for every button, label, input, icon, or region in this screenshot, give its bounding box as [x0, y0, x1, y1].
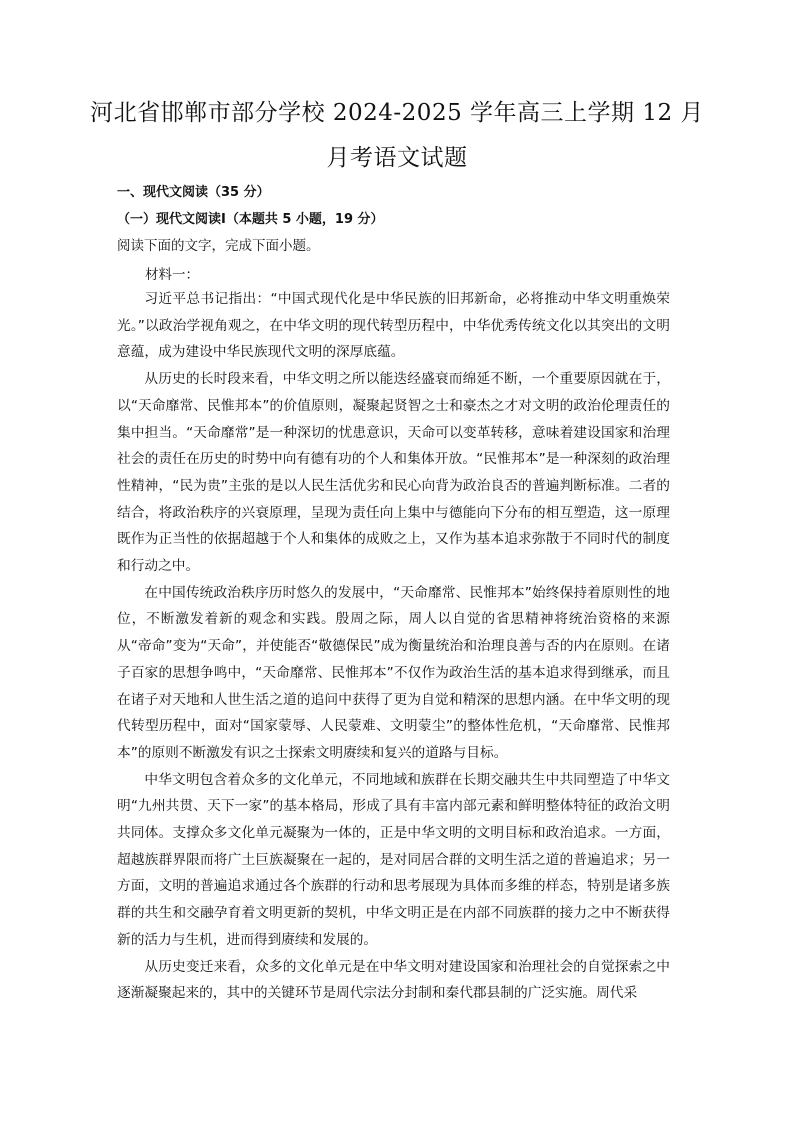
paragraph: 从历史变迁来看，众多的文化单元是在中华文明对建设国家和治理社会的自觉探索之中逐渐凝聚起来的，其中的关键环节是周代宗法分封制和秦代郡县制的广泛实施。周代采	[117, 958, 670, 1002]
subsection-heading: （一）现代文阅读Ⅰ（本题共 5 小题，19 分）	[117, 212, 384, 227]
paragraph: 中华文明包含着众多的文化单元，不同地域和族群在长期交融共生中共同塑造了中华文明“九州共贯、天下一家”的基本格局，形成了具有丰富内部元素和鲜明整体特征的政治文明共同体。支撑众多文化单元凝聚为一体的，正是中华文明的文明目标和政治追求。一方面，超越族群界限而将广土巨族凝聚在一起的，是对同居合群的文明生活之道的普遍追求；另一方面，文明的普遍追求通过各个族群的行动和思考展现为具体而多维的样态，特别是诸多族群的共生和交融孕育着文明更新的契机，中华文明正是在内部不同族群的接力之中不断获得新的活力与生机，进而得到赓续和发展的。	[117, 771, 670, 948]
paragraph: 从历史的长时段来看，中华文明之所以能迭经盛衰而绵延不断，一个重要原因就在于，以“天命靡常、民惟邦本”的价值原则，凝聚起贤智之士和豪杰之才对文明的政治伦理责任的集中担当。“天命靡常”是一种深切的忧患意识，天命可以变革转移，意味着建设国家和治理社会的责任在历史的时势中向有德有功的个人和集体开放。“民惟邦本”是一种深刻的政治理性精神，“民为贵”主张的是以人民生活优劣和民心向背为政治良否的普遍判断标准。二者的结合，将政治秩序的兴衰原理，呈现为责任向上集中与德能向下分布的相互塑造，这一原理既作为正当性的依据超越于个人和集体的成败之上，又作为基本追求弥散于不同时代的制度和行动之中。	[117, 371, 670, 575]
paragraph: 在中国传统政治秩序历时悠久的发展中，“天命靡常、民惟邦本”始终保持着原则性的地位，不断激发着新的观念和实践。殷周之际，周人以自觉的省思精神将统治资格的来源从“帝命”变为“天命”，并使能否“敬德保民”成为衡量统治和治理良善与否的内在原则。在诸子百家的思想争鸣中，“天命靡常、民惟邦本”不仅作为政治生活的基本追求得到继承，而且在诸子对天地和人世生活之道的追问中获得了更为自觉和精深的思想内涵。在中华文明的现代转型历程中，面对“国家蒙辱、人民蒙难、文明蒙尘”的整体性危机，“天命靡常、民惟邦本”的原则不断激发有识之士探索文明赓续和复兴的道路与目标。	[117, 584, 670, 761]
reading-instruction: 阅读下面的文字，完成下面小题。	[117, 238, 320, 254]
material-label: 材料一：	[145, 267, 199, 283]
document-title-line1: 河北省邯郸市部分学校 2024-2025 学年高三上学期 12 月	[90, 100, 704, 126]
passage-body	[117, 286, 670, 1007]
section-heading: 一、现代文阅读（35 分）	[117, 185, 270, 200]
paragraph: 习近平总书记指出：“中国式现代化是中华民族的旧邦新命，必将推动中华文明重焕荣光。”以政治学视角观之，在中华文明的现代转型历程中，中华优秀传统文化以其突出的文明意蕴，成为建设中华民族现代文明的深厚底蕴。	[117, 291, 670, 361]
document-title-line2: 月考语文试题	[326, 145, 468, 171]
